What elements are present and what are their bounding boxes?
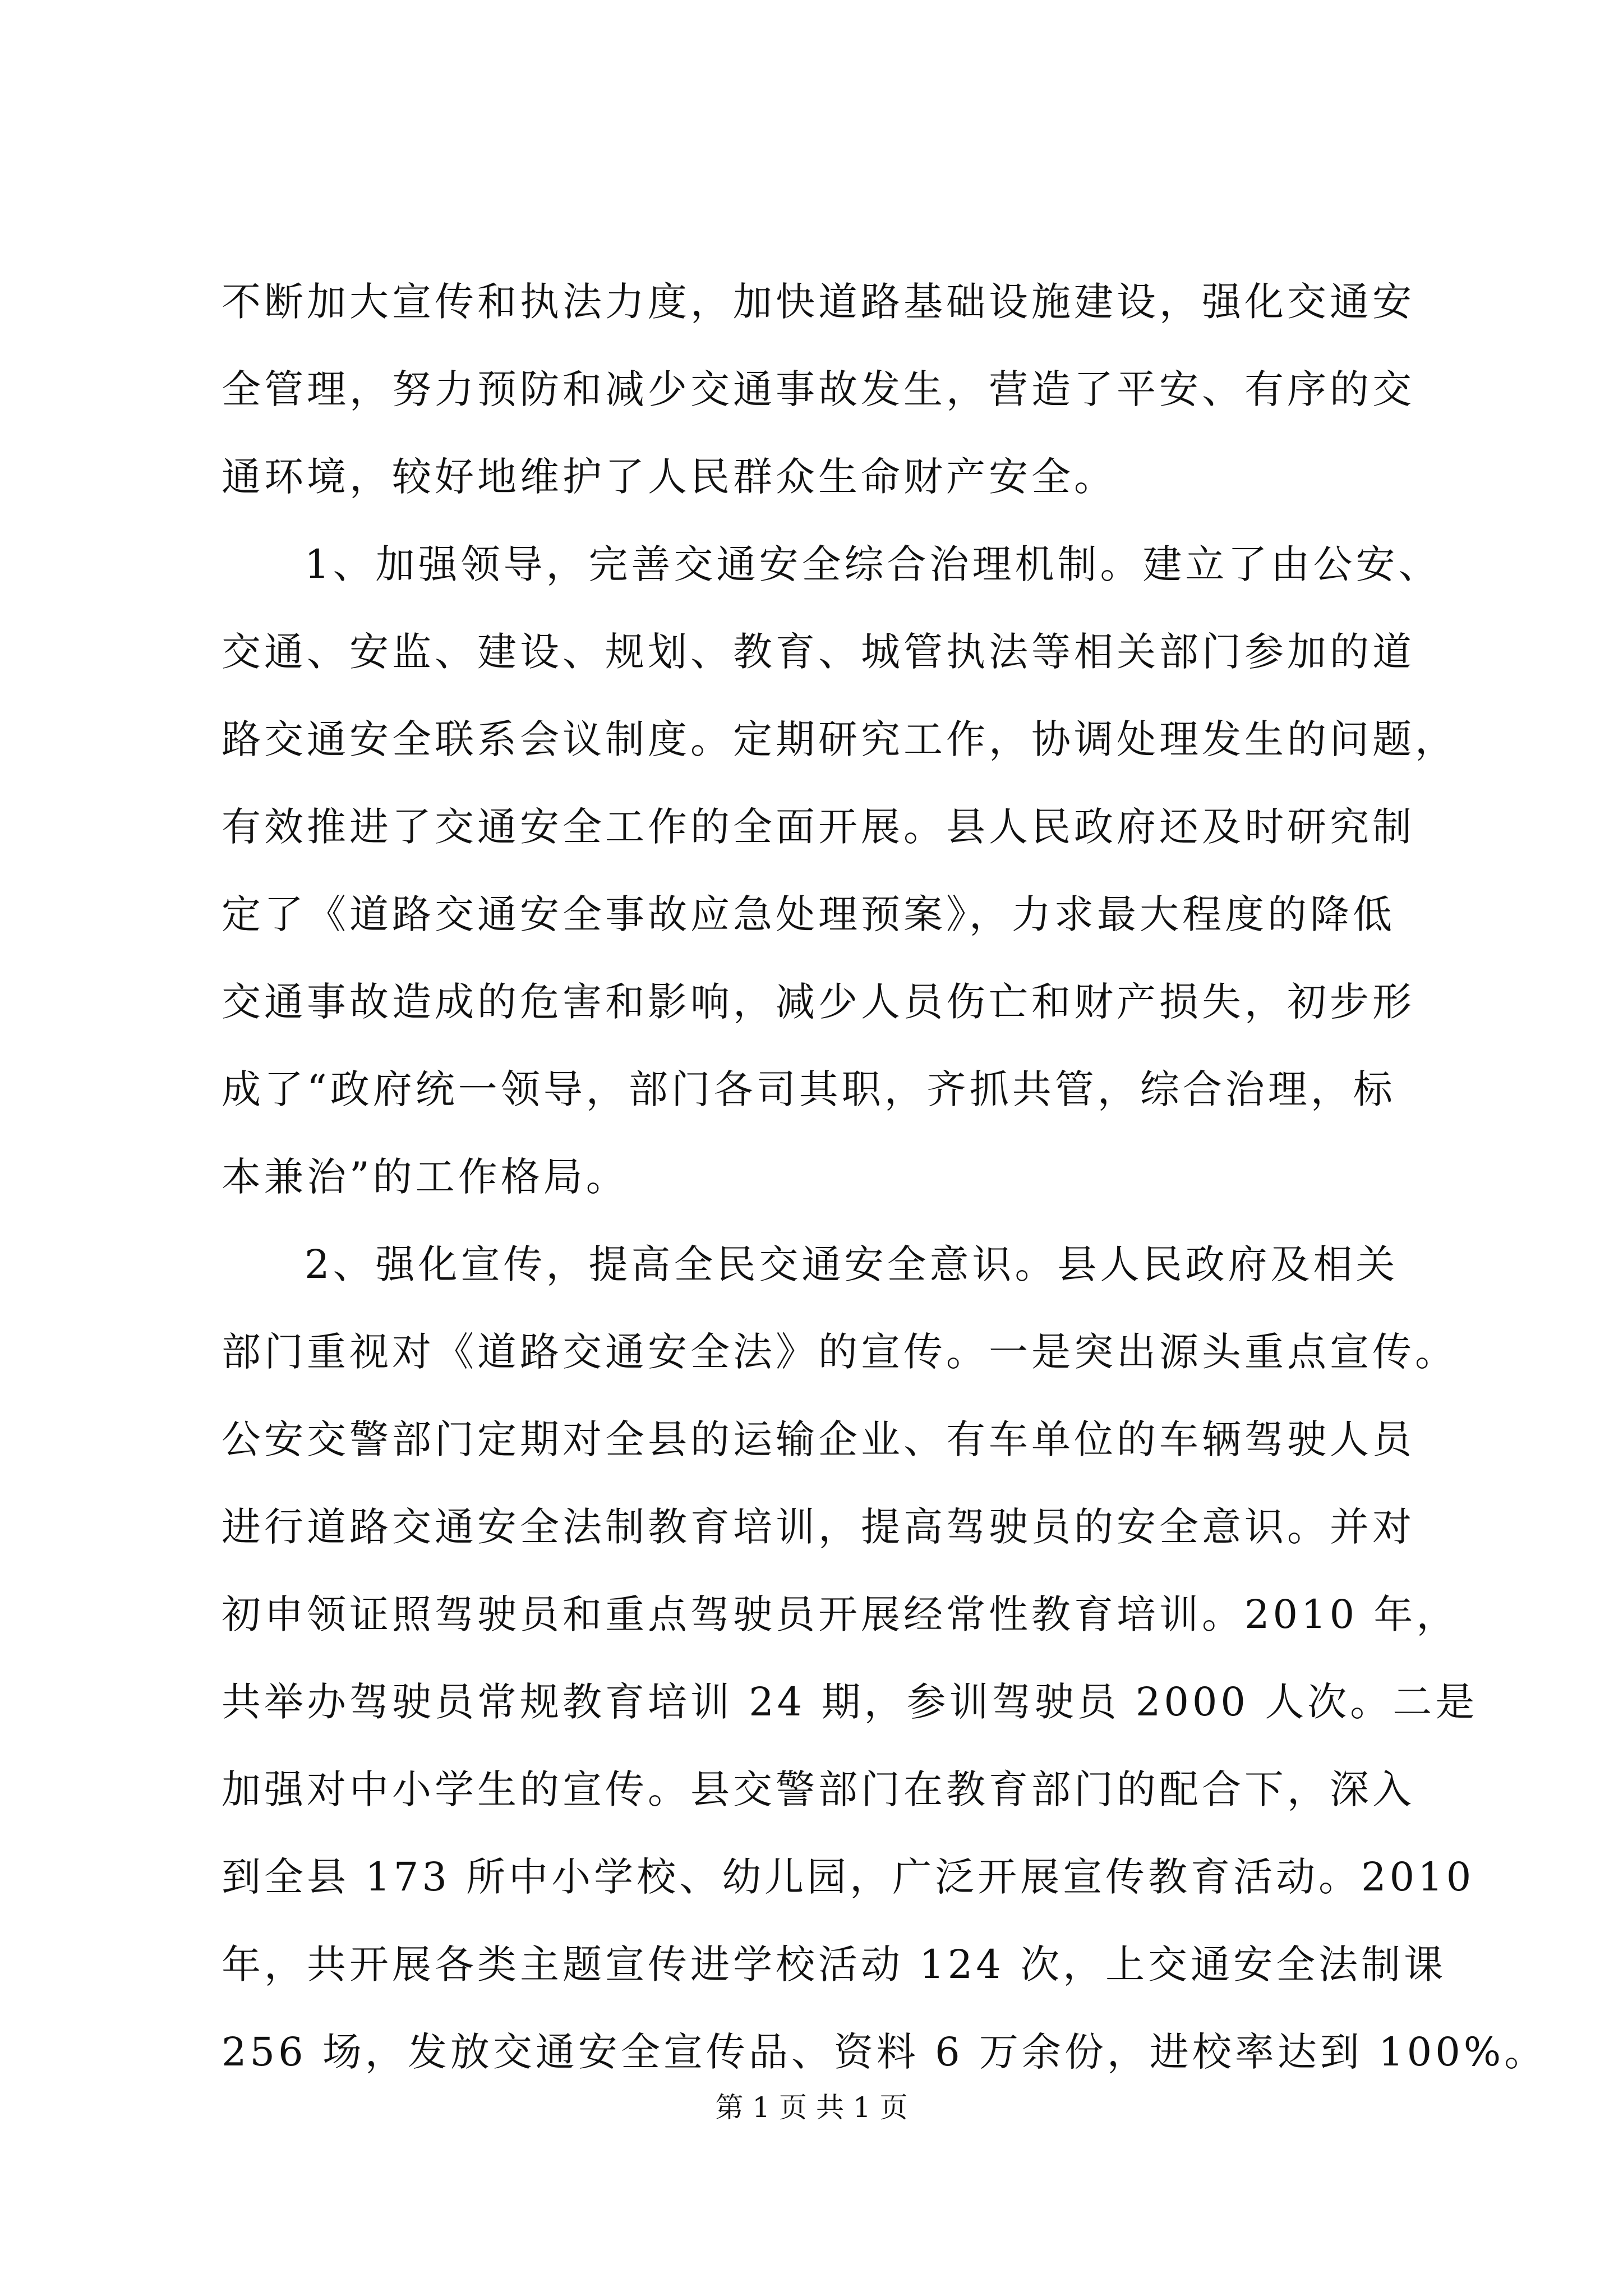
text-line: 路交通安全联系会议制度。定期研究工作，协调处理发生的问题， [222, 716, 1458, 762]
text-line: 到全县 173 所中小学校、幼儿园，广泛开展宣传教育活动。2010 [222, 1854, 1475, 1900]
text-line: 本兼治”的工作格局。 [222, 1154, 629, 1200]
text-line: 年，共开展各类主题宣传进学校活动 124 次，上交通安全法制课 [222, 1941, 1447, 1987]
text-line: 定了《道路交通安全事故应急处理预案》，力求最大程度的降低 [222, 891, 1395, 937]
document-body [222, 258, 1547, 2096]
text-line: 部门重视对《道路交通安全法》的宣传。一是突出源头重点宣传。 [222, 1329, 1458, 1375]
text-line: 有效推进了交通安全工作的全面开展。县人民政府还及时研究制 [222, 804, 1415, 850]
text-line: 加强对中小学生的宣传。县交警部门在教育部门的配合下，深入 [222, 1766, 1415, 1812]
text-line: 全管理，努力预防和减少交通事故发生，营造了平安、有序的交 [222, 366, 1415, 412]
text-line: 不断加大宣传和执法力度，加快道路基础设施建设，强化交通安 [222, 279, 1415, 325]
text-line: 公安交警部门定期对全县的运输企业、有车单位的车辆驾驶人员 [222, 1416, 1415, 1462]
text-line: 交通、安监、建设、规划、教育、城管执法等相关部门参加的道 [222, 629, 1415, 675]
text-line: 交通事故造成的危害和影响，减少人员伤亡和财产损失，初步形 [222, 979, 1415, 1025]
text-line: 进行道路交通安全法制教育培训，提高驾驶员的安全意识。并对 [222, 1504, 1415, 1550]
text-line: 共举办驾驶员常规教育培训 24 期，参训驾驶员 2000 人次。二是 [222, 1679, 1478, 1725]
paragraph-2-first-line: 2、强化宣传，提高全民交通安全意识。县人民政府及相关 [305, 1241, 1399, 1287]
paragraph-1-first-line: 1、加强领导，完善交通安全综合治理机制。建立了由公安、 [305, 541, 1441, 587]
text-line: 初申领证照驾驶员和重点驾驶员开展经常性教育培训。2010 年， [222, 1591, 1459, 1637]
text-line: 256 场，发放交通安全宣传品、资料 6 万余份，进校率达到 100%。 [222, 2029, 1547, 2075]
text-line: 通环境，较好地维护了人民群众生命财产安全。 [222, 454, 1117, 500]
page-footer-label: 第 1 页 共 1 页 [715, 2091, 908, 2124]
text-line: 成了“政府统一领导，部门各司其职，齐抓共管，综合治理，标 [222, 1066, 1396, 1112]
